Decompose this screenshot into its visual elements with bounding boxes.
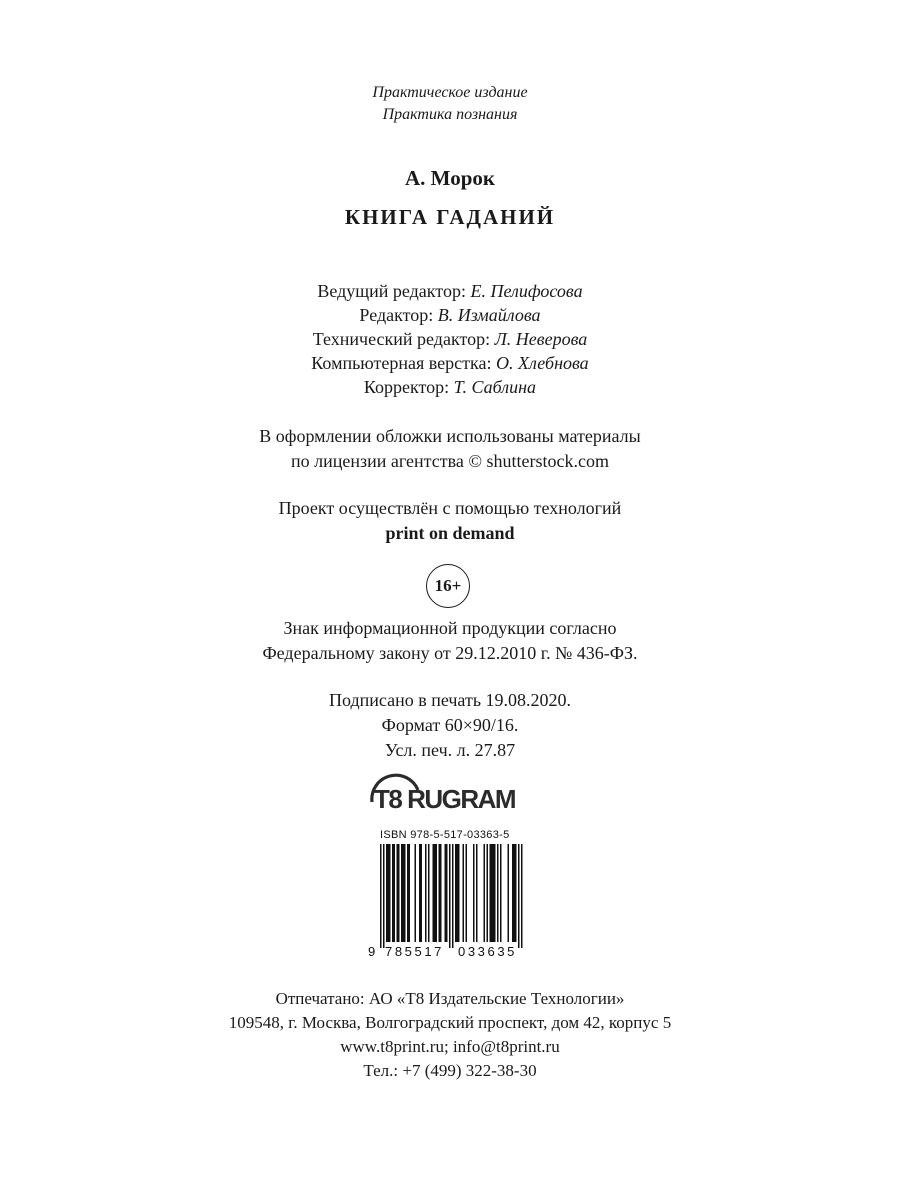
barcode-bar [397,844,399,942]
info-product-law-note [0,616,900,666]
barcode-bar [449,844,451,948]
credit-line [0,327,900,351]
barcode-bar [473,844,475,942]
barcode-bar [512,844,514,942]
barcode-bar [389,844,391,942]
barcode-bar [463,844,465,942]
barcode-bar [440,844,442,942]
printer-name: Отпечатано: АО «Т8 Издательские Технологии» [275,989,625,1008]
barcode-bar [487,844,489,942]
barcode-bar [428,844,430,942]
barcode-bar [434,844,436,942]
credit-person: В. Измайлова [437,305,541,325]
barcode-bar [403,844,405,942]
print-signed-date: Подписано в печать 19.08.2020. [328,690,572,710]
barcode-bar [380,844,382,948]
age-rating-badge: 16+ [426,564,470,608]
cover-note-line: В оформлении обложки использованы материалы [259,426,641,446]
barcode-bar [407,844,409,942]
barcode-bar [455,844,457,942]
barcode-bar [425,844,427,942]
barcode-first-digit: 9 [368,944,376,959]
credit-line [0,279,900,303]
barcode-bar [515,844,517,942]
barcode-bar [508,844,510,942]
credit-line [0,351,900,375]
barcode-bar [433,844,435,942]
barcode-bar [494,844,496,942]
credit-role: Редактор: [359,305,434,325]
cover-note-line: по лицензии агентства © shutterstock.com [291,451,609,471]
barcode-bar [445,844,447,942]
law-line: Знак информационной продукции согласно [283,618,617,638]
barcode-bar [484,844,486,942]
pod-technology: print on demand [385,523,515,543]
barcode-bar [500,844,502,942]
print-format: Формат 60×90/16. [381,715,519,735]
isbn-number: ISBN 978-5-517-03363-5 [380,829,510,841]
barcode-bar [446,844,448,942]
barcode-bar [518,844,520,948]
isbn-barcode [368,828,532,962]
credit-line [0,375,900,399]
print-on-demand-note [0,496,900,546]
credit-role: Ведущий редактор: [317,281,466,301]
credit-person: Е. Пелифосова [470,281,583,301]
barcode-bar [521,844,523,948]
barcode-bar [386,844,388,942]
barcode-bar [458,844,460,942]
printer-web-email: www.t8print.ru; info@t8print.ru [340,1037,560,1056]
barcode-bar [421,844,423,942]
printer-info [0,987,900,1083]
barcode-bar [398,844,400,942]
author-name: А. Морок [405,166,495,190]
credits-block [0,279,900,399]
edition-type: Практическое издание [372,84,528,101]
law-line: Федеральному закону от 29.12.2010 г. № 436-ФЗ. [262,643,638,663]
barcode-bar [415,844,417,942]
barcode-bar [490,844,492,942]
barcode-bars-icon [368,844,532,948]
printer-phone: Тел.: +7 (499) 322-38-30 [363,1061,537,1080]
barcode-bar [493,844,495,942]
barcode-bar [439,844,441,942]
barcode-left-group: 785517 [385,944,444,959]
barcode-bar [401,844,403,942]
credit-line [0,303,900,327]
pod-line: Проект осуществлён с помощью технологий [278,498,622,518]
print-sheets: Усл. печ. л. 27.87 [384,740,516,760]
barcode-bar [404,844,406,942]
printer-address: 109548, г. Москва, Волгоградский проспект, дом 42, корпус 5 [228,1013,672,1032]
credit-role: Технический редактор: [312,329,491,349]
credit-person: Т. Саблина [453,377,537,397]
barcode-bar [466,844,468,942]
print-details [0,688,900,763]
barcode-bar [383,844,385,948]
barcode-bar [409,844,411,942]
credit-person: О. Хлебнова [495,353,589,373]
series-name: Практика познания [382,106,518,123]
series-block [0,82,900,126]
barcode-bar [452,844,454,948]
credit-person: Л. Неверова [494,329,588,349]
barcode-bar [419,844,421,942]
barcode-bar [457,844,459,942]
cover-license-note [0,424,900,474]
credit-role: Корректор: [363,377,450,397]
book-title: КНИГА ГАДАНИЙ [344,205,556,229]
barcode-bar [514,844,516,942]
barcode-bar [388,844,390,942]
barcode-bar [394,844,396,942]
barcode-bar [491,844,493,942]
barcode-bar [476,844,478,942]
barcode-right-group: 033635 [458,944,517,959]
barcode-bar [497,844,499,942]
barcode-bar [436,844,438,942]
credit-role: Компьютерная верстка: [311,353,492,373]
barcode-bar [392,844,394,942]
logo-wordmark: T8 RUGRAM [374,784,516,814]
t8-rugram-logo [366,772,536,824]
